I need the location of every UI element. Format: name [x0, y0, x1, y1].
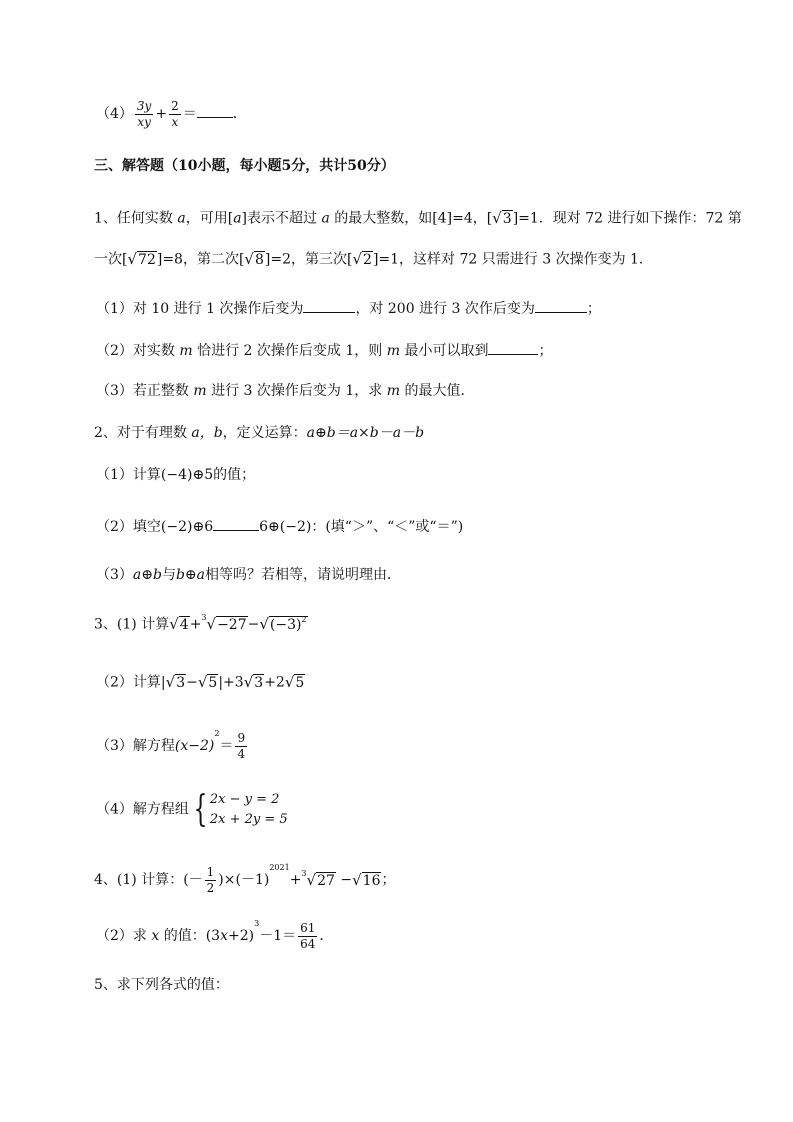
q2-intro: 2、对于有理数 a，b，定义运算：a⊕b＝a×b－a－b	[94, 425, 425, 441]
answer-blank[interactable]	[213, 518, 259, 531]
cube-root--27: $^3$√−27	[201, 613, 247, 633]
answer-blank[interactable]	[488, 342, 538, 355]
equation-system: { 2x − y = 2 2x + 2y = 5	[193, 788, 288, 830]
q2-sub-3: （3）a⊕b与b⊕a相等吗？若相等，请说明理由．	[96, 567, 402, 583]
q3-sub-4: （4）解方程组 { 2x − y = 2 2x + 2y = 5	[96, 788, 288, 830]
fraction-1-2: $\frac{1}{2}$	[206, 865, 215, 895]
answer-blank[interactable]	[535, 300, 587, 313]
sqrt-3: √3	[492, 209, 512, 227]
cube-root-27: $^3$√27	[301, 868, 335, 889]
q2-sub-1: （1）计算(−4)⊕5的值；	[96, 467, 256, 483]
sqrt-16: √16	[352, 870, 381, 889]
q4-sub-2: （2）求 x 的值：$(3x+2)^3-1=$ $\frac{61}{64}$ ．	[96, 919, 334, 951]
q1-sub-3: （3）若正整数 m 进行 3 次操作后变为 1，求 m 的最大值．	[96, 383, 475, 399]
q3-sub-3: （3）解方程$(x-2)^2=$ $\frac{9}{4}$	[96, 729, 246, 761]
q1-line-1: 1、任何实数 a，可用[a]表示不超过 a 的最大整数，如[4]=4，[√3]=1．现对 72 进行如下操作：72 第	[94, 209, 742, 227]
answer-blank[interactable]	[303, 300, 355, 313]
prev-item-4: （4） $\frac{3y}{xy}$ + $\frac{2}{x}$ ＝ ．	[96, 99, 247, 129]
sqrt-72: √72	[127, 250, 156, 268]
section-heading: 三、解答题（10小题，每小题5分，共计50分）	[94, 158, 395, 174]
fraction-2-x: $\frac{2}{x}$	[171, 99, 179, 129]
q3-sub-1: 3、(1) 计算$√4+^3√-27-√(-3)^2$	[94, 613, 307, 633]
sqrt-8: √8	[244, 250, 264, 268]
sqrt-2: √2	[352, 250, 372, 268]
sqrt-4: √4	[169, 615, 189, 633]
q3-sub-2: （2）计算|√3−√5|+3√3+2√5	[96, 673, 305, 691]
fraction-9-4: $\frac{9}{4}$	[237, 731, 246, 761]
q1-sub-2: （2）对实数 m 恰进行 2 次操作后变成 1，则 m 最小可以取到 ；	[96, 343, 553, 359]
q2-sub-2: （2）填空(−2)⊕6 6⊕(−2)：(填“＞”、“＜”或“＝”)	[96, 519, 464, 535]
q1-line-2: 一次[√72]=8，第二次[√8]=2，第三次[√2]=1，这样对 72 只需进行 3 次操作变为 1．	[94, 250, 653, 268]
q5-intro: 5、求下列各式的值：	[94, 977, 229, 993]
q1-sub-1: （1）对 10 进行 1 次操作后变为 ，对 200 进行 3 次作后变为 ；	[96, 301, 601, 317]
q4-sub-1: 4、(1) 计算：(－ $\frac{1}{2}$ )$\times(-1)^{2021}+^3√27 -√16$；	[94, 863, 396, 895]
fraction-3y-xy: $\frac{3y}{xy}$	[136, 99, 152, 129]
sqrt-neg3-squared: $√(-3)^2$	[259, 615, 307, 633]
fraction-61-64: $\frac{61}{64}$	[300, 921, 316, 951]
answer-blank[interactable]	[197, 105, 233, 118]
